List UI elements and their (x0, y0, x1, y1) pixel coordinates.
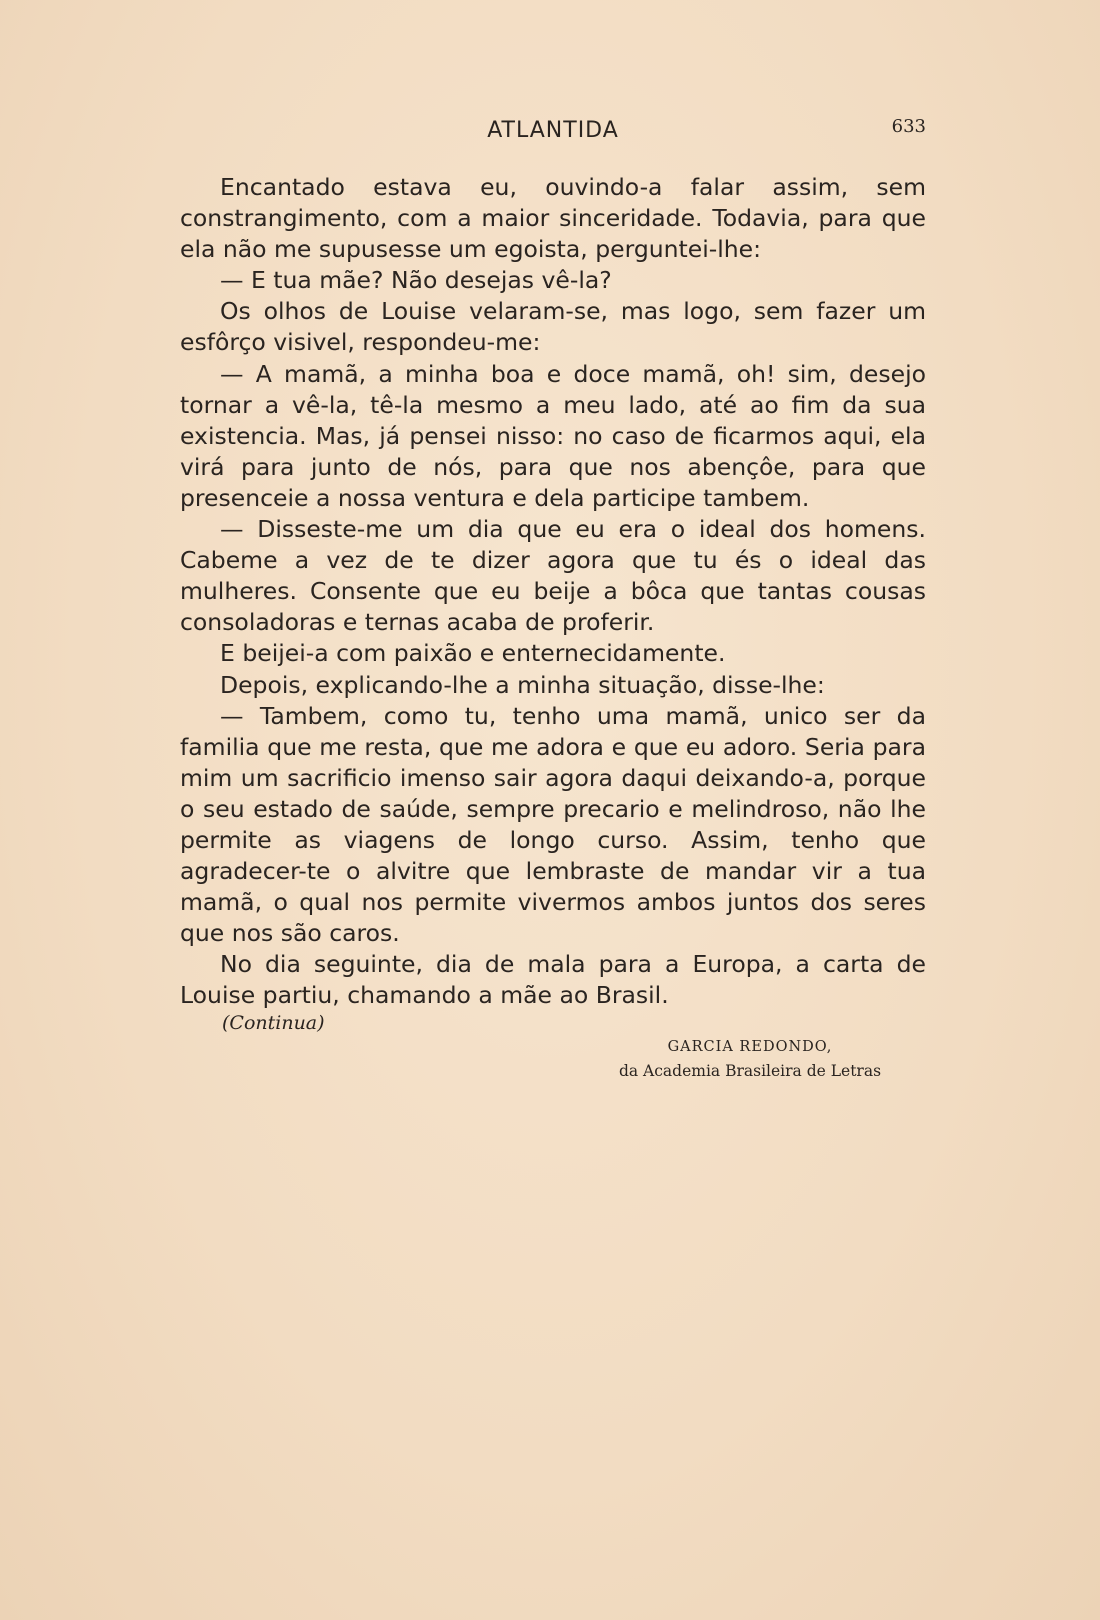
paragraph: — A mamã, a minha boa e doce mamã, oh! sim, desejo tornar a vê-la, tê-la mesmo a meu lado, até ao fim da sua existencia. Mas, já pensei nisso: no caso de ficarmos aqui, ela virá para junto de nós, para que nos abençôe, para que presenceie a nossa ventura e dela participe tambem. (180, 359, 926, 512)
body-text (180, 172, 926, 1012)
signature-block (560, 1036, 940, 1084)
paragraph: Depois, explicando-lhe a minha situação, disse-lhe: (220, 670, 825, 699)
paragraph: Encantado estava eu, ouvindo-a falar assim, sem constrangimento, com a maior sinceridade. Todavia, para que ela não me supusesse um egoista, perguntei-lhe: (180, 173, 926, 264)
paragraph: No dia seguinte, dia de mala para a Europa, a carta de Louise partiu, chamando a mãe ao Brasil. (180, 950, 926, 1010)
paragraph: — Tambem, como tu, tenho uma mamã, unico ser da familia que me resta, que me adora e que eu adoro. Seria para mim um sacrificio imenso sair agora daqui deixando-a, porque o seu estado de saúde, sempre precario e melindroso, não lhe permite as viagens de longo curso. Assim, tenho que agradecer-te o alvitre que lembraste de mandar vir a tua mamã, o qual nos permite vivermos ambos juntos dos seres que nos são caros. (180, 701, 926, 948)
running-header (180, 112, 926, 152)
continuation-note: (Continua) (222, 1012, 325, 1034)
running-title: ATLANTIDA (487, 118, 619, 143)
paragraph: — Disseste-me um dia que eu era o ideal dos homens. Cabeme a vez de te dizer agora que tu és o ideal das mulheres. Consente que eu beije a bôca que tantas cousas consoladoras e ternas acaba de proferir. (180, 515, 926, 637)
author-affiliation: da Academia Brasileira de Letras (618, 1062, 882, 1080)
paragraph: E beijei-a com paixão e enternecidamente. (220, 639, 726, 668)
page-number: 633 (891, 116, 926, 137)
author-name: GARCIA REDONDO, (667, 1039, 833, 1055)
paragraph: — E tua mãe? Não desejas vê-la? (220, 266, 612, 295)
paragraph: Os olhos de Louise velaram-se, mas logo, sem fazer um esfôrço visivel, respondeu-me: (180, 297, 926, 357)
